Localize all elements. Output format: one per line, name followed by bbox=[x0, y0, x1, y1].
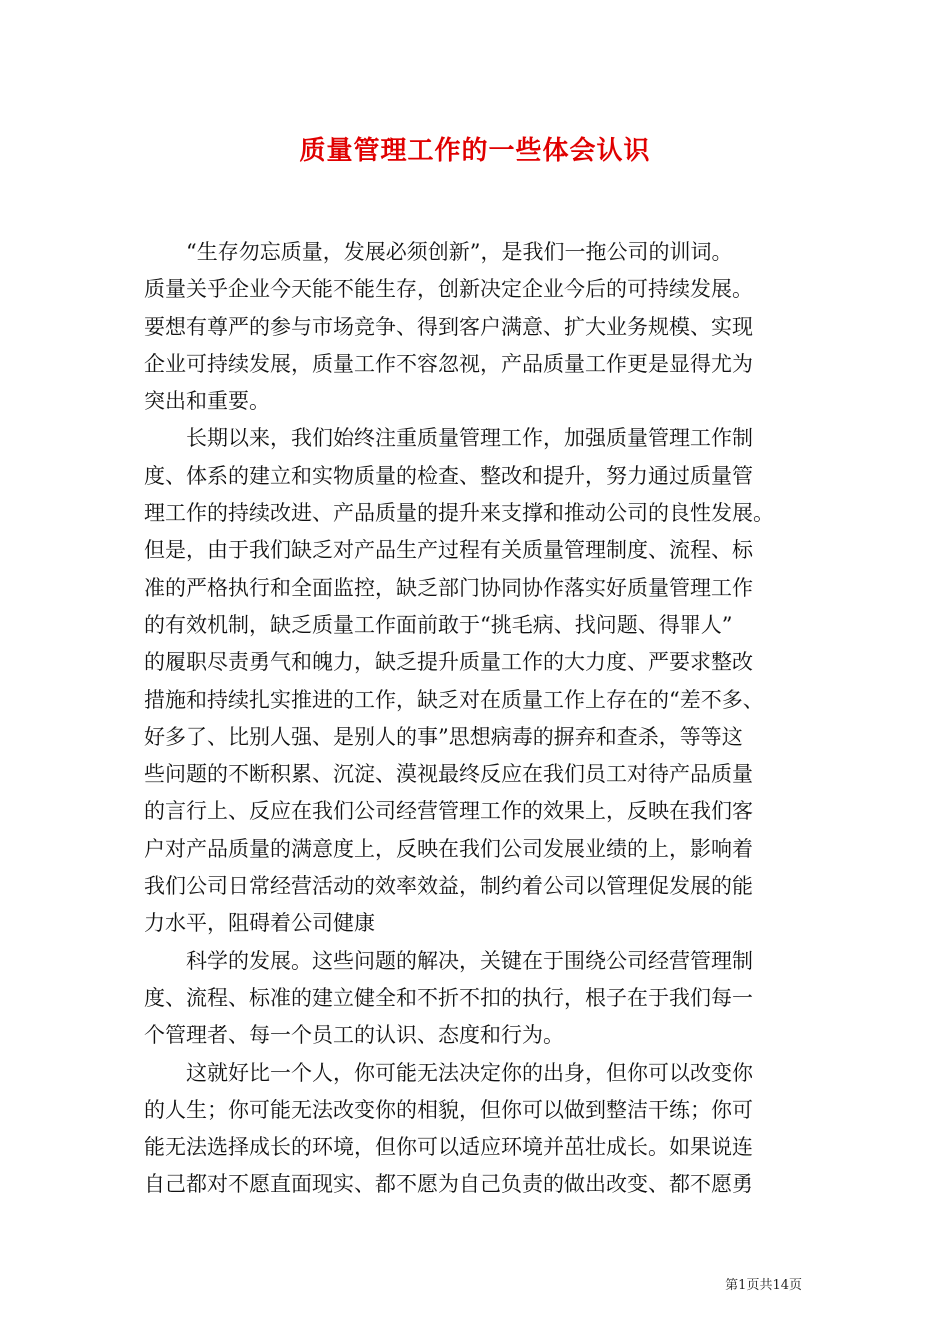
paragraph-2: 长期以来，我们始终注重质量管理工作，加强质量管理工作制 度、体系的建立和实物质量的检查、整改和提升，努力通过质量管 理工作的持续改进、产品质量的提升来支撑和推动公司的良性发展。 但是，由于我们缺乏对产品生产过程有关质量管理制度、流程、标 准的严格执行和全面监控，缺乏部门协同协作落实好质量管理工作 的有效机制，缺乏质量工作面前敢于“挑毛病、找问题、得罪人” 的履职尽责勇气和魄力，缺乏提升质量工作的大力度、严要求整改 措施和持续扎实推进的工作，缺乏对在质量工作上存在的“差不多、 好多了、比别人强、是别人的事”思想病毒的摒弃和查杀，等等这 些问题的不断积累、沉淀、漠视最终反应在我们员工对待产品质量 的言行上、反应在我们公司经营管理工作的效果上，反映在我们客 户对产品质量的满意度上，反映在我们公司发展业绩的上，影响着 我们公司日常经营活动的效率效益，制约着公司以管理促发展的能 力水平，阻碍着公司健康 bbox=[144, 426, 774, 936]
paragraph-1: “生存勿忘质量，发展必须创新”，是我们一拖公司的训词。 质量关乎企业今天能不能生存，创新决定企业今后的可持续发展。 要想有尊严的参与市场竞争、得到客户满意、扩大业务规模、实现 企业可持续发展，质量工作不容忽视，产品质量工作更是显得尤为 突出和重要。 bbox=[144, 240, 753, 414]
document-body bbox=[144, 234, 828, 1204]
document-title: 质量管理工作的一些体会认识 bbox=[299, 136, 651, 166]
paragraph-4: 这就好比一个人，你可能无法决定你的出身，但你可以改变你 的人生；你可能无法改变你的相貌，但你可以做到整洁干练；你可 能无法选择成长的环境，但你可以适应环境并茁壮成长。如果说连 自己都对不愿直面现实、都不愿为自己负责的做出改变、都不愿勇 bbox=[144, 1060, 753, 1197]
page-number-footer: 第1页共14页 bbox=[725, 1278, 802, 1293]
paragraph-3: 科学的发展。这些问题的解决，关键在于围绕公司经营管理制 度、流程、标准的建立健全和不折不扣的执行，根子在于我们每一 个管理者、每一个员工的认识、态度和行为。 bbox=[144, 948, 753, 1048]
